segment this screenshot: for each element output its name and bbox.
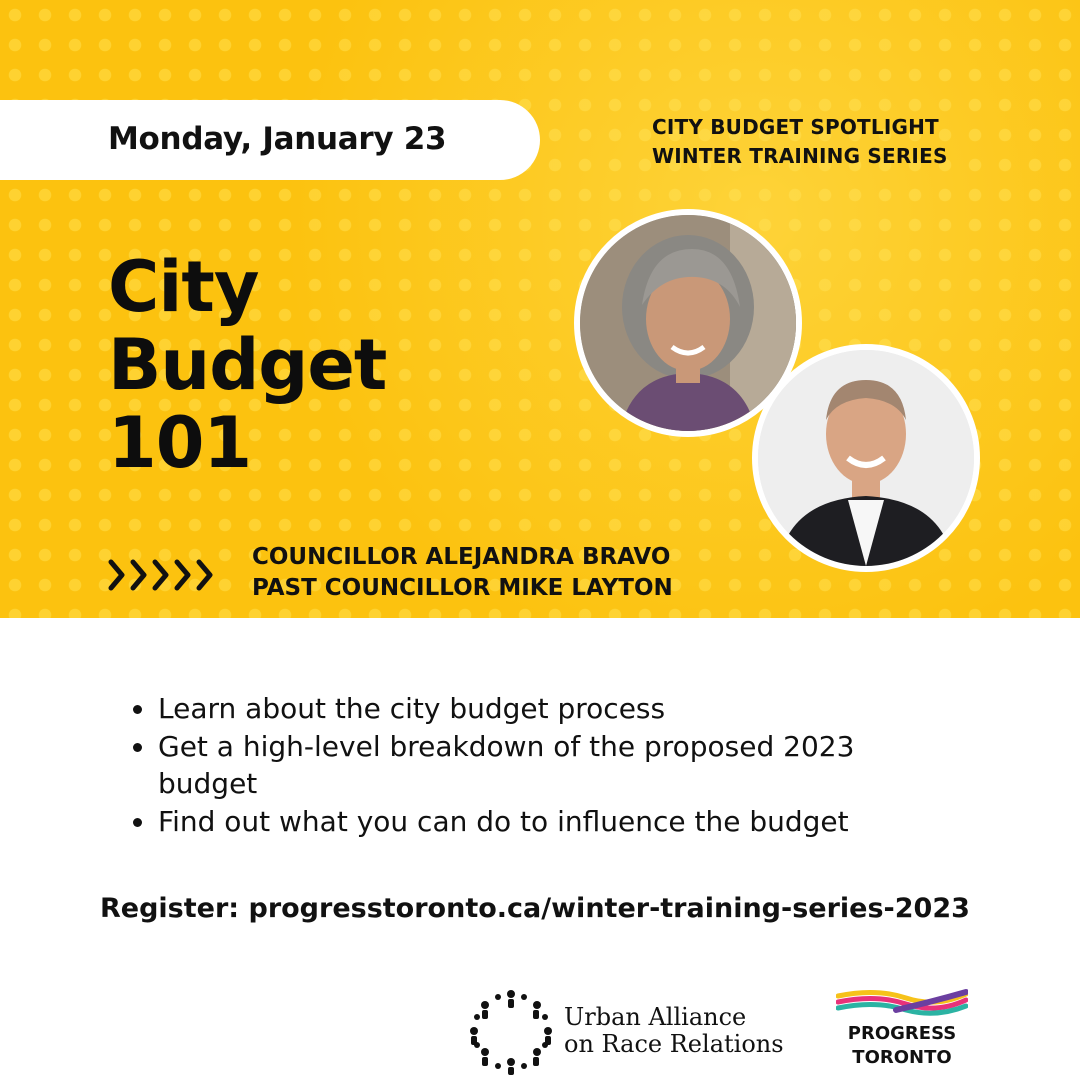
list-item: Get a high-level breakdown of the proposed 2023 budget [130,728,930,802]
people-circle-icon [466,986,556,1076]
chevron-right-icon [108,556,226,594]
speaker-list [252,542,673,604]
list-item: Find out what you can do to influence the budget [130,803,930,840]
event-date: Monday, January 23 [108,121,447,157]
event-title-line-2: Budget [108,324,387,406]
event-title-line-3: 101 [108,402,252,484]
series-label [652,113,948,171]
progress-toronto-line-1: PROGRESS [847,1023,957,1044]
urban-alliance-line-2: on Race Relations [564,1030,784,1058]
progress-toronto-logo [832,988,972,1074]
event-title-line-1: City [108,246,259,328]
list-item: Learn about the city budget process [130,690,930,727]
bullet-list [130,690,930,841]
series-label-line-2: WINTER TRAINING SERIES [652,144,948,168]
speaker-portrait-man [758,350,974,566]
speaker-portrait-woman [580,215,796,431]
urban-alliance-wordmark [564,1004,784,1058]
speaker-name: PAST COUNCILLOR MIKE LAYTON [252,575,673,601]
speaker-name: COUNCILLOR ALEJANDRA BRAVO [252,544,671,570]
progress-toronto-wordmark [832,1022,972,1070]
speaker-photo-mike-layton [752,344,980,572]
event-title [108,248,386,482]
series-label-line-1: CITY BUDGET SPOTLIGHT [652,115,939,139]
urban-alliance-line-1: Urban Alliance [564,1003,747,1031]
progress-toronto-line-2: TORONTO [852,1047,952,1068]
progress-toronto-swoosh-icon [836,988,968,1018]
urban-alliance-logo [466,986,786,1076]
register-link[interactable]: Register: progresstoronto.ca/winter-training-series-2023 [100,893,970,924]
